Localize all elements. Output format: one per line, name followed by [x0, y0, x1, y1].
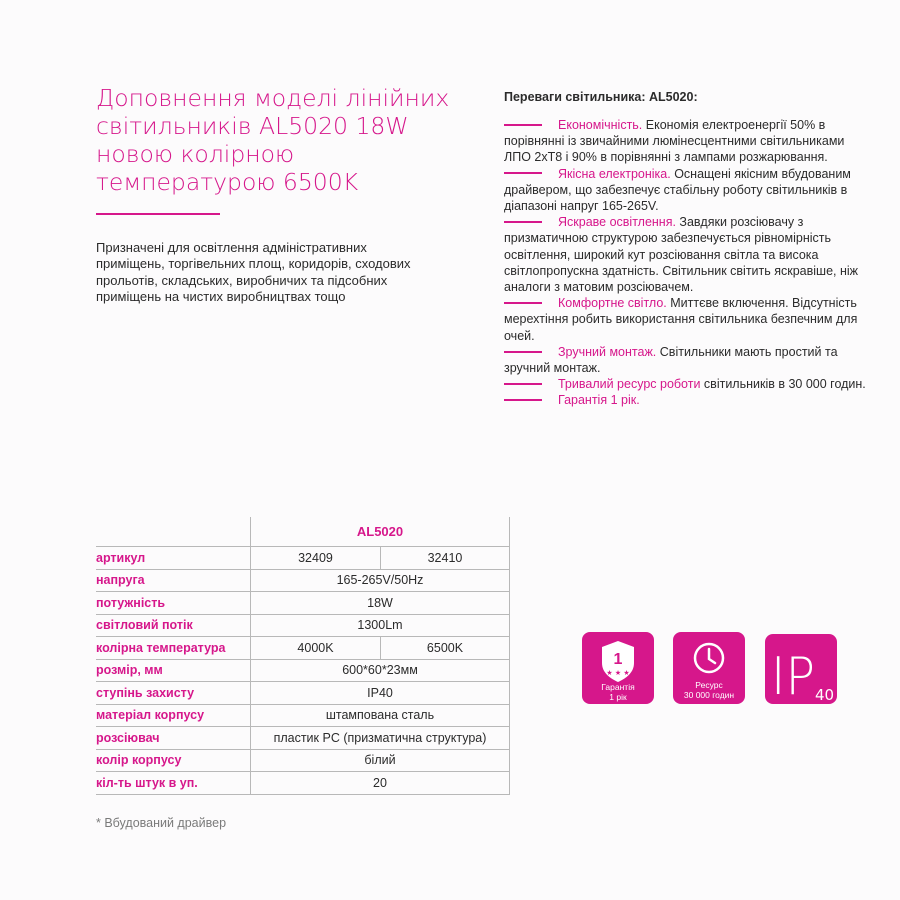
- row-label: розсіювач: [96, 727, 251, 750]
- ip40-badge: [765, 634, 837, 704]
- dash-marker: [504, 302, 542, 304]
- row-label: кіл-ть штук в уп.: [96, 772, 251, 795]
- table-row: [96, 569, 510, 592]
- advantage-text: світильників в 30 000 годин.: [700, 377, 866, 392]
- cell-value: IP40: [251, 682, 510, 705]
- dash-marker: [504, 172, 542, 174]
- row-label: потужність: [96, 592, 251, 615]
- warranty-caption-1: Гарантія: [601, 682, 635, 692]
- table-row: [96, 614, 510, 637]
- advantage-text: Завдяки розсіювачу з призматичною структурою забезпечується рівномірність освітлення, широкий кут розсіювання світла та висока світлопропускна здатність. Світильник світить яскравіше, ніж аналоги з матовим розсіювачем.: [504, 215, 859, 295]
- advantage-item: [504, 376, 874, 392]
- resource-caption-1: Ресурс: [695, 680, 723, 690]
- advantage-item: [504, 214, 874, 295]
- cell-value: 600*60*23мм: [251, 659, 510, 682]
- advantages-heading: Переваги світильника: AL5020:: [504, 90, 698, 104]
- advantage-key: Зручний монтаж.: [558, 344, 657, 359]
- table-corner-cell: [96, 517, 251, 547]
- resource-caption-2: 30 000 годин: [683, 690, 735, 700]
- advantages-list: [504, 117, 874, 409]
- advantage-item: [504, 392, 874, 408]
- footnote: * Вбудований драйвер: [96, 816, 227, 830]
- advantage-text: Оснащені якісним вбудованим драйвером, що забезпечує стабільну роботу світильників в діапазоні напруг 165-265V.: [504, 166, 851, 214]
- warranty-number: 1: [613, 651, 623, 668]
- advantage-text: Світильники мають простий та зручний монтаж.: [504, 344, 838, 376]
- table-row: [96, 659, 510, 682]
- advantage-key: Економічність.: [558, 118, 643, 132]
- advantage-text: Миттєве включення. Відсутність мерехтіння робить використання світильника безпечним для очей.: [504, 296, 858, 343]
- advantage-item: [504, 295, 874, 344]
- advantage-item: [504, 117, 874, 166]
- row-label: розмір, мм: [96, 659, 251, 682]
- table-row: [96, 637, 510, 660]
- cell-value: 6500K: [381, 637, 510, 660]
- cell-value: штампована сталь: [251, 704, 510, 727]
- cell-value: 165-265V/50Hz: [251, 569, 510, 592]
- warranty-badge: [582, 632, 654, 704]
- row-label: ступінь захисту: [96, 682, 251, 705]
- row-label: колір корпусу: [96, 749, 251, 772]
- advantage-key: Гарантія 1 рік.: [558, 393, 640, 408]
- spec-table: [96, 517, 510, 795]
- dash-marker: [504, 351, 542, 353]
- row-label: напруга: [96, 569, 251, 592]
- title-underline: [96, 213, 220, 215]
- table-row: [96, 704, 510, 727]
- table-row: [96, 749, 510, 772]
- table-row: [96, 592, 510, 615]
- cell-value: білий: [251, 749, 510, 772]
- cell-value: 4000K: [251, 637, 381, 660]
- resource-badge: [673, 632, 745, 704]
- table-header-row: [96, 517, 510, 547]
- cell-value: 1300Lm: [251, 614, 510, 637]
- dash-marker: [504, 383, 542, 385]
- ip-digits: 40: [815, 686, 835, 704]
- table-row: [96, 682, 510, 705]
- page-title: Доповнення моделі лінійних світильників AL5020 18W новою колірною температурою 6500K: [96, 84, 450, 196]
- cell-value: 32409: [251, 547, 381, 570]
- advantage-key: Якісна електроніка.: [558, 166, 671, 181]
- advantage-key: Комфортне світло.: [558, 296, 667, 311]
- row-label: світловий потік: [96, 614, 251, 637]
- row-label: колірна температура: [96, 637, 251, 660]
- table-row: [96, 547, 510, 570]
- table-row: [96, 727, 510, 750]
- advantage-item: [504, 344, 874, 376]
- stars-icon: ★ ★ ★: [606, 669, 630, 677]
- advantage-text: Економія електроенергії 50% в порівнянні із звичайними люмінесцентними світильниками ЛПО 2хТ8 і 90% в порівнянні з лампами розжарювання.: [504, 118, 845, 165]
- row-label: матеріал корпусу: [96, 704, 251, 727]
- advantage-item: [504, 166, 874, 215]
- ip-letters: IP: [771, 647, 815, 704]
- cell-value: 32410: [381, 547, 510, 570]
- advantage-key: Яскраве освітлення.: [558, 215, 676, 230]
- ip-rating-icon: [765, 634, 837, 704]
- cell-value: 20: [251, 772, 510, 795]
- advantage-key: Тривалий ресурс роботи: [558, 377, 701, 392]
- dash-marker: [504, 221, 542, 223]
- warranty-caption-2: 1 рік: [609, 692, 627, 702]
- row-label: артикул: [96, 547, 251, 570]
- table-row: [96, 772, 510, 795]
- model-header: AL5020: [251, 517, 510, 547]
- dash-marker: [504, 124, 542, 126]
- cell-value: 18W: [251, 592, 510, 615]
- cell-value: пластик PC (призматична структура): [251, 727, 510, 750]
- dash-marker: [504, 399, 542, 401]
- intro-text: Призначені для освітлення адміністративних приміщень, торгівельних площ, коридорів, сходових прольотів, складських, виробничих та підсобних приміщень на чистих виробництвах тощо: [96, 240, 411, 304]
